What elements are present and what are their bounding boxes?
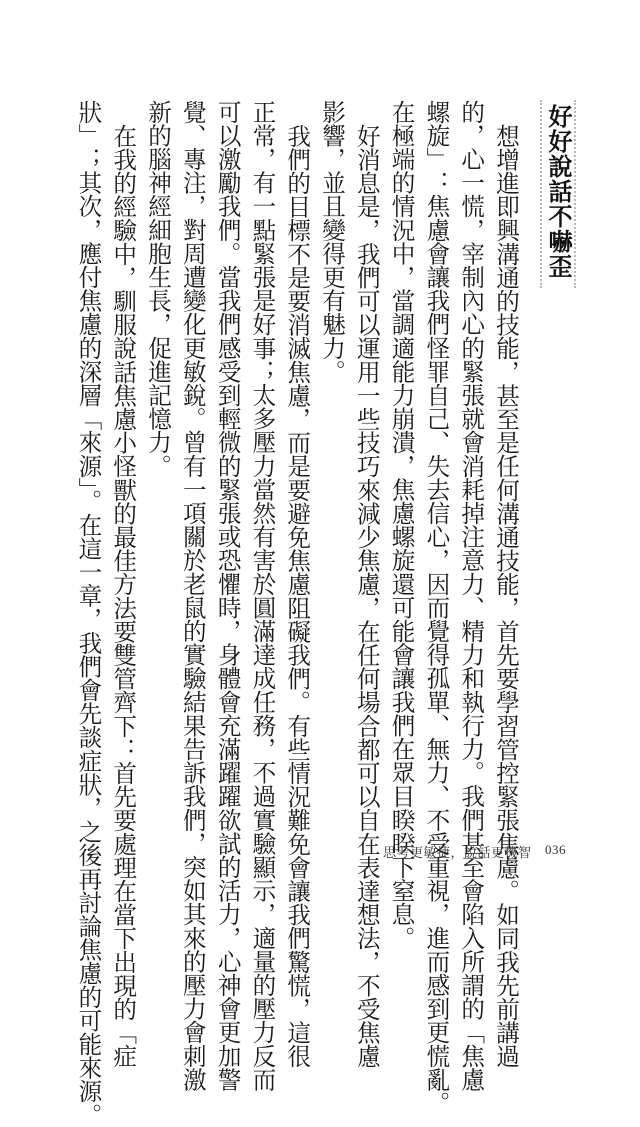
page-number: 036 — [545, 842, 566, 857]
paragraph-line: 想增進即興溝通的技能，甚至是任何溝通技能，首先要學習管控緊張焦慮。如同我先前講過 — [492, 124, 520, 1068]
paragraph-line: 覺、專注，對周遭變化更敏銳。曾有一項關於老鼠的實驗結果告訴我們，突如其來的壓力會刺激 — [178, 100, 207, 1092]
paragraph-line: 正常，有一點緊張是好事；太多壓力當然有害於圓滿達成任務，不過實驗顯示，適量的壓力反而 — [248, 100, 277, 1092]
paragraph-line: 在極端的情況中，當調適能力崩潰，焦慮螺旋還可能會讓我們在眾目睽睽下窒息。 — [387, 100, 416, 950]
running-footer-book-title: 思考更敏捷，說話更機智 — [383, 846, 532, 861]
chapter-title: 好好說話不嚇歪 — [544, 104, 572, 279]
chapter-title-box — [540, 100, 576, 288]
paragraph-line: 的，心一慌，宰制內心的緊張就會消耗掉注意力、精力和執行力。我們甚至會陷入所謂的「焦慮 — [457, 100, 486, 1092]
page-footer — [0, 842, 640, 862]
paragraph-line: 我們的目標不是要消滅焦慮，而是要避免焦慮阻礙我們。有些情況難免會讓我們驚慌，這很 — [283, 124, 312, 1068]
paragraph-line: 在我的經驗中，馴服說話焦慮小怪獸的最佳方法要雙管齊下：首先要處理在當下出現的「症 — [109, 124, 138, 1068]
paragraph-line: 影響，並且變得更有魅力。 — [318, 100, 347, 384]
paragraph-line: 可以激勵我們。當我們感受到輕微的緊張或恐懼時，身體會充滿躍躍欲試的活力，心神會更加警 — [213, 100, 242, 1092]
paragraph-line: 好消息是，我們可以運用一些技巧來減少焦慮，在任何場合都可以自在表達想法，不受焦慮 — [352, 124, 381, 1068]
paragraph-line: 新的腦神經細胞生長，促進記憶力。 — [144, 100, 173, 478]
paragraph-line: 狀」；其次，應付焦慮的深層「來源」。在這一章，我們會先談症狀，之後再討論焦慮的可能來源。 — [74, 100, 103, 1127]
paragraph-line: 螺旋」：焦慮會讓我們怪罪自己、失去信心，因而覺得孤單、無力、不受重視，進而感到更慌亂。 — [422, 100, 451, 1115]
